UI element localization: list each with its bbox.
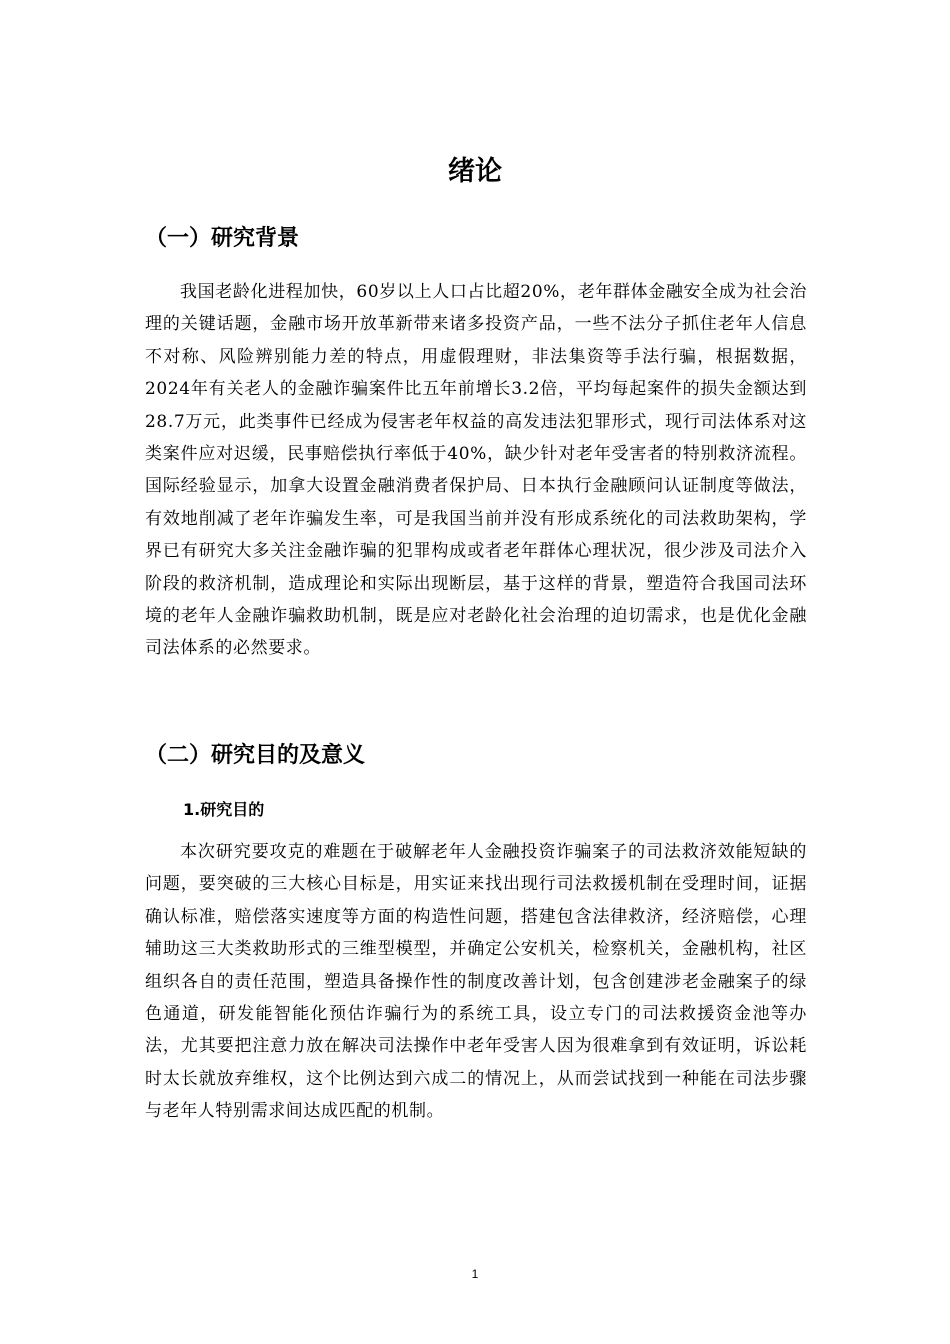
section-heading-purpose-significance: （二）研究目的及意义 <box>145 743 366 768</box>
page-title: 绪论 <box>448 156 502 187</box>
subheading-research-purpose: 1.研究目的 <box>183 800 265 819</box>
paragraph-background: 我国老龄化进程加快，60岁以上人口占比超20%，老年群体金融安全成为社会治理的关键话题，金融市场开放革新带来诸多投资产品，一些不法分子抓住老年人信息不对称、风险辨别能力差的特点，用虚假理财，非法集资等手法行骗，根据数据，2024年有关老人的金融诈骗案件比五年前增长3.2倍，平均每起案件的损失金额达到28.7万元，此类事件已经成为侵害老年权益的高发违法犯罪形式，现行司法体系对这类案件应对迟缓，民事赔偿执行率低于40%，缺少针对老年受害者的特别救济流程。国际经验显示，加拿大设置金融消费者保护局、日本执行金融顾问认证制度等做法，有效地削减了老年诈骗发生率，可是我国当前并没有形成系统化的司法救助架构，学界已有研究大多关注金融诈骗的犯罪构成或者老年群体心理状况，很少涉及司法介入阶段的救济机制，造成理论和实际出现断层，基于这样的背景，塑造符合我国司法环境的老年人金融诈骗救助机制，既是应对老龄化社会治理的迫切需求，也是优化金融司法体系的必然要求。 <box>145 282 807 659</box>
section-heading-background: （一）研究背景 <box>145 226 300 251</box>
page-number: 1 <box>471 1267 479 1281</box>
paragraph-research-purpose: 本次研究要攻克的难题在于破解老年人金融投资诈骗案子的司法救济效能短缺的问题，要突破的三大核心目标是，用实证来找出现行司法救援机制在受理时间，证据确认标准，赔偿落实速度等方面的构造性问题，搭建包含法律救济，经济赔偿，心理辅助这三大类救助形式的三维型模型，并确定公安机关，检察机关，金融机构，社区组织各自的责任范围，塑造具备操作性的制度改善计划，包含创建涉老金融案子的绿色通道，研发能智能化预估诈骗行为的系统工具，设立专门的司法救援资金池等办法，尤其要把注意力放在解决司法操作中老年受害人因为很难拿到有效证明，诉讼耗时太长就放弃维权，这个比例达到六成二的情况上，从而尝试找到一种能在司法步骤与老年人特别需求间达成匹配的机制。 <box>145 842 807 1122</box>
